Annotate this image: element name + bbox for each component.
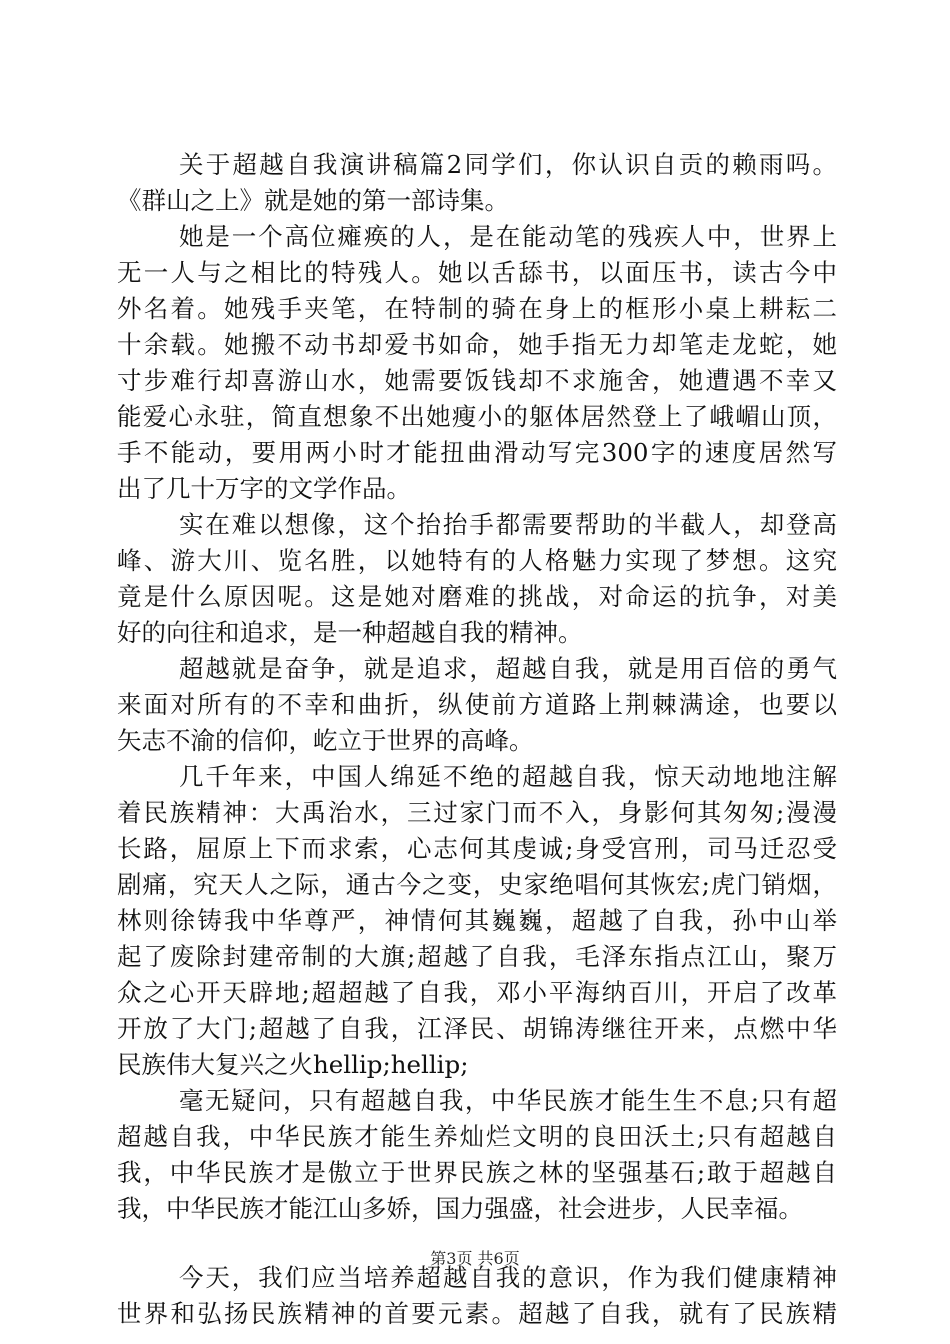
text-line: 峰、游大川、览名胜，以她特有的人格魅力实现了梦想。这究 — [117, 546, 837, 575]
page-footer: 第3页 共6页 — [430, 1249, 520, 1268]
text-line: 开放了大门;超越了自我，江泽民、胡锦涛继往开来，点燃中华 — [117, 1014, 837, 1043]
text-line: 《群山之上》就是她的第一部诗集。 — [117, 186, 509, 215]
paragraph — [117, 219, 837, 507]
text-line: 手不能动，要用两小时才能扭曲滑动写完300字的速度居然写 — [117, 438, 837, 467]
text-line: 超越自我，中华民族才能生养灿烂文明的良田沃土;只有超越自 — [117, 1122, 837, 1151]
text-line: 林则徐铸我中华尊严，神情何其巍巍，超越了自我，孙中山举 — [117, 906, 837, 935]
text-line: 剧痛，究天人之际，通古今之变，史家绝唱何其恢宏;虎门销烟， — [117, 870, 837, 899]
document-body — [117, 147, 837, 1332]
text-line: 众之心开天辟地;超超越了自我，邓小平海纳百川，开启了改革 — [117, 978, 837, 1007]
paragraph — [117, 147, 837, 219]
text-line: 关于超越自我演讲稿篇2同学们，你认识自贡的赖雨吗。 — [179, 150, 837, 179]
text-line: 出了几十万字的文学作品。 — [117, 474, 411, 503]
text-line: 十余载。她搬不动书却爱书如命，她手指无力却笔走龙蛇，她 — [117, 330, 837, 359]
text-line: 我，中华民族才能江山多娇，国力强盛，社会进步，人民幸福。 — [117, 1194, 803, 1223]
text-line: 民族伟大复兴之火hellip;hellip; — [117, 1050, 469, 1079]
text-line: 今天，我们应当培养超越自我的意识，作为我们健康精神 — [179, 1263, 837, 1292]
paragraph — [117, 651, 837, 759]
paragraph — [117, 1083, 837, 1227]
text-line: 超越就是奋争，就是追求，超越自我，就是用百倍的勇气 — [179, 654, 837, 683]
text-line: 长路，屈原上下而求索，心志何其虔诚;身受宫刑，司马迁忍受 — [117, 834, 837, 863]
text-line: 世界和弘扬民族精神的首要元素。超越了自我，就有了民族精 — [117, 1299, 837, 1328]
text-line: 几千年来，中国人绵延不绝的超越自我，惊天动地地注解 — [179, 762, 837, 791]
text-line: 实在难以想像，这个抬抬手都需要帮助的半截人，却登高 — [179, 510, 837, 539]
paragraph — [117, 1260, 837, 1332]
text-line: 来面对所有的不幸和曲折，纵使前方道路上荆棘满途，也要以 — [117, 690, 837, 719]
text-line: 起了废除封建帝制的大旗;超越了自我，毛泽东指点江山，聚万 — [117, 942, 837, 971]
text-line: 能爱心永驻，简直想象不出她瘦小的躯体居然登上了峨嵋山顶， — [117, 402, 837, 431]
paragraph — [117, 507, 837, 651]
text-line: 外名着。她残手夹笔，在特制的骑在身上的框形小桌上耕耘二 — [117, 294, 837, 323]
text-line: 着民族精神：大禹治水，三过家门而不入，身影何其匆匆;漫漫 — [117, 798, 837, 827]
text-line: 她是一个高位瘫痪的人，是在能动笔的残疾人中，世界上 — [179, 222, 837, 251]
paragraph — [117, 759, 837, 1083]
text-line: 好的向往和追求，是一种超越自我的精神。 — [117, 618, 583, 647]
text-line: 寸步难行却喜游山水，她需要饭钱却不求施舍，她遭遇不幸又 — [117, 366, 837, 395]
text-line: 竟是什么原因呢。这是她对磨难的挑战，对命运的抗争，对美 — [117, 582, 837, 611]
text-line: 我，中华民族才是傲立于世界民族之林的坚强基石;敢于超越自 — [117, 1158, 837, 1187]
text-line: 毫无疑问，只有超越自我，中华民族才能生生不息;只有超 — [179, 1086, 837, 1115]
text-line: 无一人与之相比的特残人。她以舌舔书，以面压书，读古今中 — [117, 258, 837, 287]
text-line: 矢志不渝的信仰，屹立于世界的高峰。 — [117, 726, 534, 755]
